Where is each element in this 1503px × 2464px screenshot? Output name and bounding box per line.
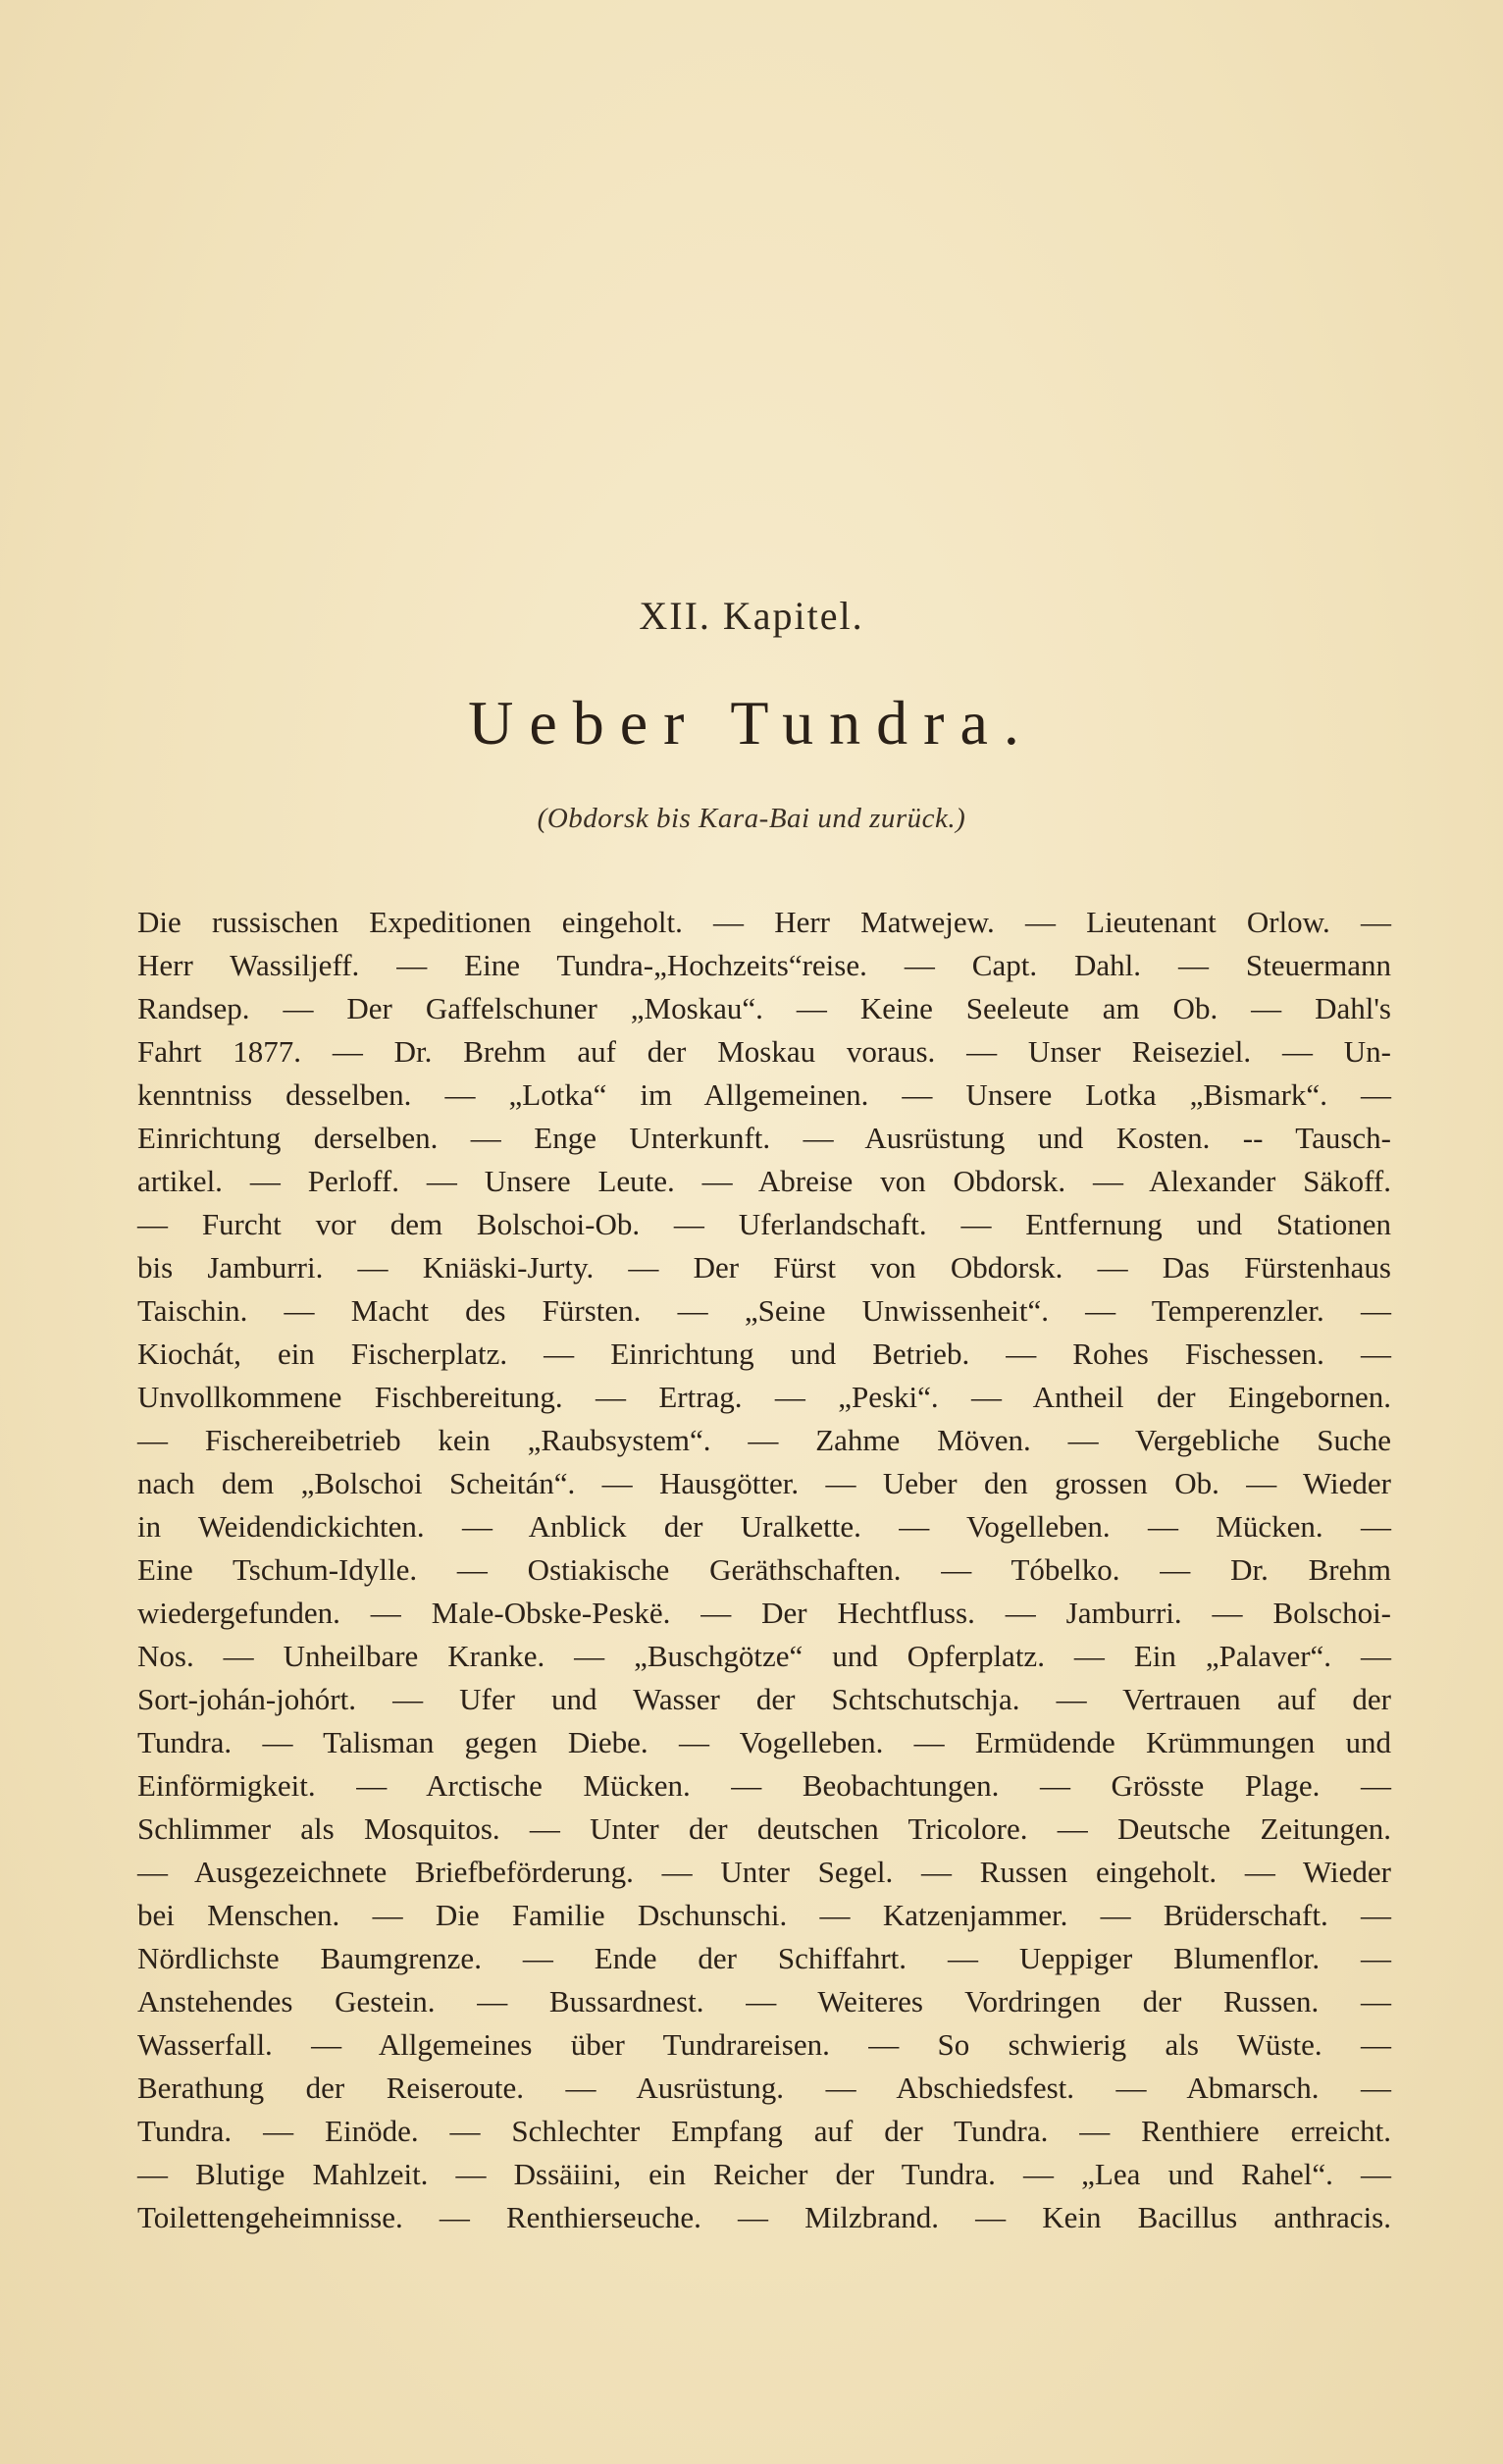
summary-line: Unvollkommene Fischbereitung. — Ertrag. — „Peski“. — Antheil der Eingebornen. (137, 1380, 1391, 1414)
summary-line: Nördlichste Baumgrenze. — Ende der Schiffahrt. — Ueppiger Blumenflor. — (137, 1941, 1391, 1975)
summary-line: wiedergefunden. — Male-Obske-Peskë. — Der Hechtfluss. — Jamburri. — Bolschoi- (137, 1596, 1391, 1630)
summary-line: Berathung der Reiseroute. — Ausrüstung. — Abschiedsfest. — Abmarsch. — (137, 2071, 1391, 2105)
summary-line: Die russischen Expeditionen eingeholt. — Herr Matwejew. — Lieutenant Orlow. — (137, 905, 1391, 939)
summary-line: Einförmigkeit. — Arctische Mücken. — Beobachtungen. — Grösste Plage. — (137, 1768, 1391, 1803)
summary-line: Nos. — Unheilbare Kranke. — „Buschgötze“ und Opferplatz. — Ein „Palaver“. — (137, 1639, 1391, 1673)
chapter-subtitle: (Obdorsk bis Kara-Bai und zurück.) (537, 803, 966, 834)
summary-line: — Ausgezeichnete Briefbeförderung. — Unter Segel. — Russen eingeholt. — Wieder (137, 1855, 1391, 1889)
summary-line: — Furcht vor dem Bolschoi-Ob. — Uferlandschaft. — Entfernung und Stationen (137, 1207, 1391, 1241)
summary-line: kenntniss desselben. — „Lotka“ im Allgemeinen. — Unsere Lotka „Bismark“. — (137, 1077, 1391, 1112)
summary-line: Tundra. — Talisman gegen Diebe. — Vogelleben. — Ermüdende Krümmungen und (137, 1725, 1391, 1759)
summary-line: Schlimmer als Mosquitos. — Unter der deutschen Tricolore. — Deutsche Zeitungen. (137, 1811, 1391, 1846)
summary-line: Sort-johán-johórt. — Ufer und Wasser der Schtschutschja. — Vertrauen auf der (137, 1682, 1391, 1716)
summary-line: Wasserfall. — Allgemeines über Tundrareisen. — So schwierig als Wüste. — (137, 2027, 1391, 2062)
chapter-title: Ueber Tundra. (468, 688, 1035, 758)
summary-line: nach dem „Bolschoi Scheitán“. — Hausgötter. — Ueber den grossen Ob. — Wieder (137, 1466, 1391, 1500)
summary-line: Toilettengeheimnisse. — Renthierseuche. — Milzbrand. — Kein Bacillus anthracis. (137, 2200, 1391, 2234)
summary-line: — Fischereibetrieb kein „Raubsystem“. — Zahme Möven. — Vergebliche Suche (137, 1423, 1391, 1457)
summary-line: Kiochát, ein Fischerplatz. — Einrichtung und Betrieb. — Rohes Fischessen. — (137, 1337, 1391, 1371)
summary-line: Eine Tschum-Idylle. — Ostiakische Geräthschaften. — Tóbelko. — Dr. Brehm (137, 1552, 1391, 1587)
summary-line: artikel. — Perloff. — Unsere Leute. — Abreise von Obdorsk. — Alexander Säkoff. (137, 1164, 1391, 1198)
summary-line: in Weidendickichten. — Anblick der Uralkette. — Vogelleben. — Mücken. — (137, 1509, 1391, 1544)
summary-line: bis Jamburri. — Kniäski-Jurty. — Der Fürst von Obdorsk. — Das Fürstenhaus (137, 1250, 1391, 1284)
chapter-summary (137, 901, 1391, 2239)
summary-line: Tundra. — Einöde. — Schlechter Empfang auf der Tundra. — Renthiere erreicht. (137, 2114, 1391, 2148)
summary-line: — Blutige Mahlzeit. — Dssäiini, ein Reicher der Tundra. — „Lea und Rahel“. — (137, 2157, 1391, 2191)
summary-line: Taischin. — Macht des Fürsten. — „Seine Unwissenheit“. — Temperenzler. — (137, 1293, 1391, 1328)
summary-line: Anstehendes Gestein. — Bussardnest. — Weiteres Vordringen der Russen. — (137, 1984, 1391, 2018)
summary-line: Fahrt 1877. — Dr. Brehm auf der Moskau voraus. — Unser Reiseziel. — Un- (137, 1034, 1391, 1069)
summary-line: bei Menschen. — Die Familie Dschunschi. — Katzenjammer. — Brüderschaft. — (137, 1898, 1391, 1932)
summary-line: Randsep. — Der Gaffelschuner „Moskau“. — Keine Seeleute am Ob. — Dahl's (137, 991, 1391, 1025)
summary-line: Herr Wassiljeff. — Eine Tundra-„Hochzeits“reise. — Capt. Dahl. — Steuermann (137, 948, 1391, 982)
chapter-number: XII. Kapitel. (639, 594, 864, 638)
summary-line: Einrichtung derselben. — Enge Unterkunft. — Ausrüstung und Kosten. -- Tausch- (137, 1121, 1391, 1155)
